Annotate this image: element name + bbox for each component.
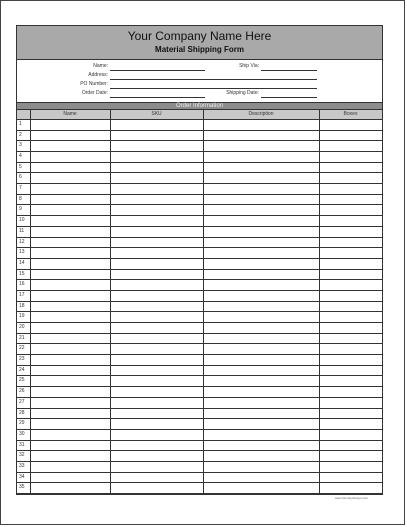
- row-number: 22: [19, 345, 25, 352]
- table-row[interactable]: [17, 291, 382, 302]
- row-number: 17: [19, 291, 25, 298]
- row-number: 27: [19, 398, 25, 405]
- row-number: 12: [19, 238, 25, 245]
- form-fields: [17, 60, 382, 100]
- row-number: 10: [19, 217, 25, 224]
- footer-credit: www.formsbydesign.com: [334, 496, 368, 500]
- table-row[interactable]: [17, 141, 382, 152]
- row-number: 8: [19, 195, 22, 202]
- table-row[interactable]: [17, 238, 382, 249]
- table-row[interactable]: [17, 419, 382, 430]
- form-title: Material Shipping Form: [155, 45, 244, 54]
- table-row[interactable]: [17, 387, 382, 398]
- row-number: 21: [19, 334, 25, 341]
- table-row[interactable]: [17, 280, 382, 291]
- row-number: 14: [19, 259, 25, 266]
- row-number: 15: [19, 270, 25, 277]
- row-number: 4: [19, 153, 22, 160]
- po-number-label: PO Number:: [80, 81, 108, 87]
- table-row[interactable]: [17, 376, 382, 387]
- table-row[interactable]: [17, 302, 382, 313]
- table-row[interactable]: [17, 184, 382, 195]
- order-table: [17, 120, 382, 494]
- order-date-line: [110, 97, 205, 98]
- ship-via-label: Ship Via:: [239, 63, 259, 69]
- table-row[interactable]: [17, 152, 382, 163]
- column-divider: [319, 110, 320, 494]
- form-header: [17, 26, 382, 60]
- table-row[interactable]: [17, 441, 382, 452]
- row-number: 32: [19, 452, 25, 459]
- order-information-heading: Order Information: [17, 102, 382, 110]
- table-row[interactable]: [17, 205, 382, 216]
- address-label: Address:: [88, 72, 108, 78]
- table-row[interactable]: [17, 270, 382, 281]
- table-row[interactable]: [17, 462, 382, 473]
- column-headers: [17, 110, 382, 120]
- row-number: 3: [19, 142, 22, 149]
- table-row[interactable]: [17, 451, 382, 462]
- table-row[interactable]: [17, 131, 382, 142]
- row-number: 33: [19, 462, 25, 469]
- row-number: 26: [19, 388, 25, 395]
- table-row[interactable]: [17, 409, 382, 420]
- row-number: 13: [19, 249, 25, 256]
- row-number: 18: [19, 302, 25, 309]
- column-divider: [30, 110, 31, 494]
- column-header-boxes: Boxes: [343, 111, 358, 117]
- table-row[interactable]: [17, 163, 382, 174]
- row-number: 25: [19, 377, 25, 384]
- row-number: 2: [19, 131, 22, 138]
- table-row[interactable]: [17, 483, 382, 494]
- table-row[interactable]: [17, 334, 382, 345]
- column-header-sku: SKU: [151, 111, 162, 117]
- row-number: 1: [19, 121, 22, 127]
- table-row[interactable]: [17, 120, 382, 131]
- shipping-form: [16, 25, 383, 495]
- table-row[interactable]: [17, 398, 382, 409]
- row-number: 34: [19, 473, 25, 480]
- row-number: 24: [19, 366, 25, 373]
- row-number: 35: [19, 484, 25, 491]
- row-number: 30: [19, 430, 25, 437]
- table-row[interactable]: [17, 323, 382, 334]
- row-number: 23: [19, 356, 25, 363]
- row-number: 19: [19, 313, 25, 320]
- row-number: 7: [19, 185, 22, 192]
- table-row[interactable]: [17, 259, 382, 270]
- row-number: 5: [19, 163, 22, 170]
- table-row[interactable]: [17, 366, 382, 377]
- row-number: 29: [19, 420, 25, 427]
- table-row[interactable]: [17, 195, 382, 206]
- column-divider: [110, 110, 111, 494]
- table-row[interactable]: [17, 430, 382, 441]
- name-label: Name:: [93, 63, 108, 69]
- table-row[interactable]: [17, 473, 382, 484]
- row-number: 28: [19, 409, 25, 416]
- column-header-description: Description: [248, 111, 274, 117]
- table-row[interactable]: [17, 312, 382, 323]
- column-header-name: Name: [63, 111, 77, 117]
- table-row[interactable]: [17, 344, 382, 355]
- row-number: 16: [19, 281, 25, 288]
- company-name: Your Company Name Here: [127, 29, 272, 43]
- table-row[interactable]: [17, 355, 382, 366]
- column-divider: [203, 110, 204, 494]
- table-row[interactable]: [17, 248, 382, 259]
- shipping-date-line: [261, 97, 317, 98]
- row-number: 9: [19, 206, 22, 213]
- order-date-field[interactable]: [81, 89, 205, 99]
- table-row[interactable]: [17, 227, 382, 238]
- row-number: 20: [19, 324, 25, 331]
- row-number: 6: [19, 174, 22, 181]
- row-number: 31: [19, 441, 25, 448]
- row-number: 11: [19, 227, 25, 234]
- table-row[interactable]: [17, 173, 382, 184]
- shipping-date-field[interactable]: [226, 89, 317, 99]
- table-row[interactable]: [17, 216, 382, 227]
- order-date-label: Order Date:: [81, 90, 108, 96]
- shipping-date-label: Shipping Date:: [226, 90, 259, 96]
